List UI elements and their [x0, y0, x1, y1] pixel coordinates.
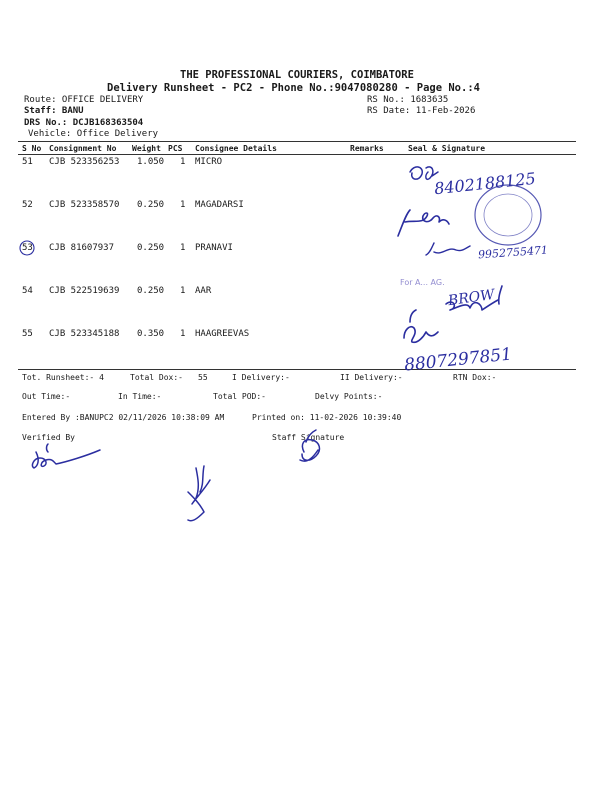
entered-by: Entered By :BANUPC2 02/11/2026 10:38:09 AM [22, 413, 225, 422]
signature-row-52 [398, 210, 449, 236]
stamp-seal [475, 185, 541, 245]
in-time: In Time:- [118, 392, 162, 401]
delvy-points: Delvy Points:- [315, 392, 383, 401]
row-pcs: 1 [180, 243, 186, 253]
row-sno: 53 [22, 243, 33, 253]
row-sno: 54 [22, 286, 33, 296]
signature-row-51 [410, 167, 438, 179]
tot-runsheet: Tot. Runsheet:- 4 [22, 373, 104, 382]
vehicle-label: Vehicle: Office Delivery [28, 129, 159, 139]
staff-label: Staff: BANU [24, 106, 84, 116]
row-weight: 0.250 [137, 200, 165, 210]
row-consignee: AAR [195, 286, 212, 296]
col-weight: Weight [132, 144, 161, 153]
total-dox-label: Total Dox:- [130, 373, 183, 382]
route-label: Route: OFFICE DELIVERY [24, 95, 144, 105]
row-consignee: MAGADARSI [195, 200, 244, 210]
handwritten-phone-1: 8402188125 [433, 168, 537, 199]
staff-signature-mark [300, 430, 319, 461]
row-pcs: 1 [180, 200, 186, 210]
staff-signature-label: Staff Signature [272, 433, 345, 442]
out-time: Out Time:- [22, 392, 71, 401]
col-sno: S No [22, 144, 42, 153]
verified-by-label: Verified By [22, 433, 75, 442]
row-weight: 0.350 [137, 329, 165, 339]
circle-mark [20, 241, 34, 255]
company-title: THE PROFESSIONAL COURIERS, COIMBATORE [180, 69, 414, 81]
row-pcs: 1 [180, 286, 186, 296]
row-weight: 1.050 [137, 157, 165, 167]
row-weight: 0.250 [137, 286, 165, 296]
row-pcs: 1 [180, 157, 186, 167]
total-pod: Total POD:- [213, 392, 266, 401]
row-weight: 0.250 [137, 243, 165, 253]
i-delivery: I Delivery:- [232, 373, 290, 382]
row-pcs: 1 [180, 329, 186, 339]
row-consignment: CJB 523356253 [49, 157, 120, 167]
verified-by-signature [32, 444, 210, 521]
row-consignment: CJB 523345188 [49, 329, 120, 339]
row-sno: 55 [22, 329, 33, 339]
rtn-dox: RTN Dox:- [453, 373, 497, 382]
row-consignee: HAAGREEVAS [195, 329, 250, 339]
row-consignee: MICRO [195, 157, 223, 167]
row-consignment: CJB 81607937 [49, 243, 115, 253]
rs-date: RS Date: 11-Feb-2026 [367, 106, 476, 116]
col-remarks: Remarks [350, 144, 384, 153]
signature-row-55 [404, 310, 438, 342]
row-consignment: CJB 523358570 [49, 200, 120, 210]
signature-row-53 [426, 243, 470, 255]
row-sno: 51 [22, 157, 33, 167]
col-seal: Seal & Signature [408, 144, 486, 153]
stamp-text: For A... AG. [400, 278, 445, 287]
handwritten-note: BROW [447, 286, 496, 310]
handwritten-phone-3: 8807297851 [403, 344, 513, 376]
row-consignee: PRANAVI [195, 243, 233, 253]
col-consignment: Consignment No [49, 144, 117, 153]
col-pcs: PCS [168, 144, 183, 153]
col-consignee: Consignee Details [195, 144, 277, 153]
runsheet-subtitle: Delivery Runsheet - PC2 - Phone No.:9047080280 - Page No.:4 [107, 82, 480, 94]
ii-delivery: II Delivery:- [340, 373, 403, 382]
handwritten-phone-2: 9952755471 [477, 243, 549, 262]
rs-number: RS No.: 1683635 [367, 95, 449, 105]
row-consignment: CJB 522519639 [49, 286, 120, 296]
printed-on: Printed on: 11-02-2026 10:39:40 [252, 413, 402, 422]
drs-number: DRS No.: DCJB168363504 [24, 118, 144, 128]
row-sno: 52 [22, 200, 33, 210]
total-dox-value: 55 [198, 373, 208, 382]
